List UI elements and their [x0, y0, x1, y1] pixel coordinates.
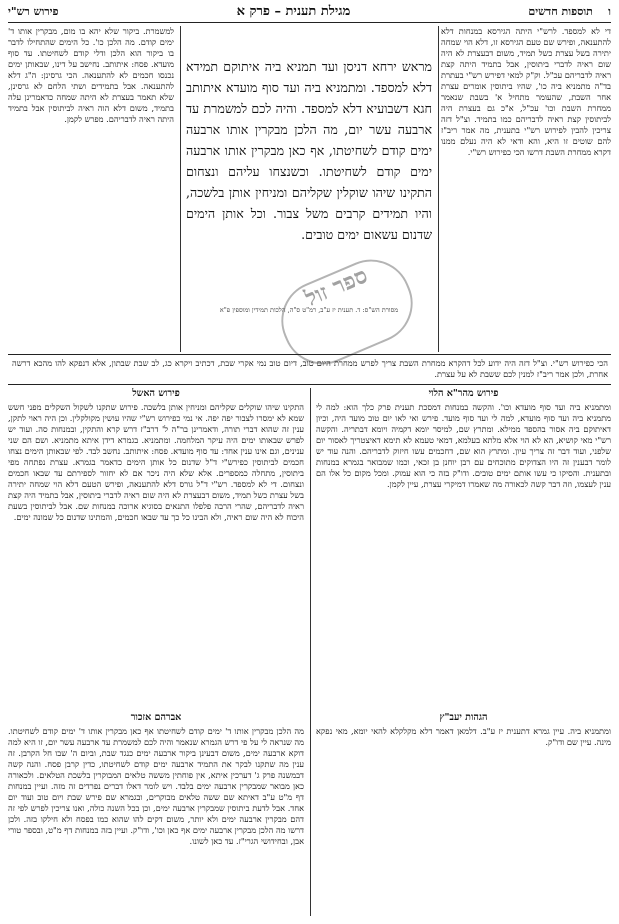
main-text: מראש ירחא דניסן ועד תמניא ביה איתוקם תמידא דלא למספד. ומתמניא ביה ועד סוף מועדא איתותב חגא דשבועיא דלא למספד. והיה לכם למשמרת עד ארבעה עשר יום, מה הלכן מבקרין אותו ארבעה ימים קודם לשחיטתו, אף כאן מבקרין אותו ארבעה ימים קודם לשחיטתו. וכשנצחו עליהם ונצחום התקינו שיהו שוקלין שקליהם ומניחין אותן בלשכה, והיו תמידים קרבים משל צבור. וכל אותן הימים שדנום עשאום ימים טובים.: [186, 59, 432, 242]
avraham-azkor-column: [8, 712, 304, 918]
tosafot-header-label: תוספות חדשים: [528, 4, 593, 18]
yaavetz-text: ומתמניא ביה. עיין גמרא דתענית יז ע"ב. דלמאן דאמר דלא מקלקלא להאי יומא, מאי נפקא מינה. עיין שם ודו"ק.: [316, 726, 611, 747]
mid-rule: [8, 354, 611, 355]
column-divider-right: [438, 26, 439, 352]
tosafot-text: די לא למספד. לרש"י היתה הגירסא במנחות דלא להתענאה, ופירש שם טעם הגירסא זו, דלא הוי שמחה יתירה בשל עצרת כשל תמיד, משום דבעצרת לא היה שום ראיה לדברי ביתוסין, אבל בתמיד היתה קצת ראיה לדבריהם עכ"ל. וק"ק למאי דפירש רש"י בעתרת בד"ה מתמניא ביה כו', שהיו ביתוסין אומרים עצרת אחר השבת, שהעומר מתחיל א' בשבת שנאמר ממחרת השבת וכו' עכ"ל, א"כ גם בעצרת היה לביתוסין קצת ראיה לדבריהם כמו בתמיד. וצ"ל דזה צריכין להבין לפירוש רש"י בתענית, מה אמר ריב"ז להם שוטים זו היא, והא ודאי לא היה נעלם ממנו דקרא ממחרת השבת דרשו הכי כפירוש רש"י.: [441, 26, 611, 157]
rashi-column: [8, 26, 174, 352]
page-number: ו: [608, 4, 611, 18]
continuation-paragraph: [12, 358, 608, 380]
yaavetz-title: הגהות יעב"ץ: [439, 712, 488, 723]
eshel-column: [8, 388, 304, 710]
page-header: [8, 2, 611, 20]
avraham-azkor-title: אברהם אזכור: [130, 712, 182, 723]
rashi-text: למשמרת. ביקור שלא יהא בו מום, מבקרין אותו ד' ימים קודם. מה הלכן כו'. כל הימים שהתחילו לדבר בו ביקור הוא הלכן ודלי קודם לשחיטתו. עד סוף מועדא. פסח: איתותב. נחישב על דינו, שבאותן ימים נכנסו חכמים לא להתענאה. הכי גרסינן: ה"ג דלא להתענאה. אבל בתמידים ושתי הלחם לא גרסינן, שלא תאמר בעצרת לא היתה שמחה כדאמרינן עלה בתמיד, משום דלא הוה ראיה לביתוסין אבל בתמיד היתה ראיה לדבריהם. מפרש לקמן.: [8, 26, 174, 124]
column-divider-left: [180, 26, 181, 352]
lower-column-divider: [310, 388, 311, 916]
page-title: מגילת תענית – פרק א: [236, 4, 351, 19]
header-right: [528, 5, 611, 18]
sources-note: מסורת הש"ס: ד. תענית יז ע"ב, רמ"ט ס"ה, הלכות תמידין ומוספין פ"א: [219, 306, 399, 314]
eshel-text: התקינו שיהו שוקלים שקליהם ומניחין אותן בלשכה. פירוש שתקנו לשקול השקלים מפני חשש שמא לא ימסרו לצבור יפה יפה. אי נמי כפירוש רש"י שהיו עושין מקולקלין. וכן היה ראוי לתקן, ענין זה שהוא דברי תורה, ודאמרינן בר"ה ל' דרב"ז דרש קרא והתקין, ובמנחות סה. ועוד יש לפרש שבאותו ימים היה עיקר המלחמה. ומתמניא. בגמרא דידן איתא מתמניא. ושם הם שני ענינים, וגם אינו ענין אחד: עד סוף מועדא. פסח: איתותב. נחשב לבד. לפי שבאותן הימים נצחו חכמים לביתוסין כפירש"י ד"ל שדנום כל אותן הימים כדאמר בגמרא. עצרת נפתחה מפי ביתוסין, מתחלה כמספרים. אלא שלא היה ניכר אם לא יחזור לספירתם עד שבאו חכמים ונצחום. די לא למספד. רש"י ד"ל גורס דלא להתענאה, ופירש הטעם דלא הוי שמחה יתירה בשל עצרת כשל תמיד, משום דבעצרת לא היה שום ראיה לדברי ביתוסין, אבל בתמיד היה קצת ראיה לדבריהם, שהרי הרבה פלפלו התנאים בסוגיא ארוכה במנחות שם. אבל לביתוסין בשעת היכוח לא היה שום ראיה, ולא הבינו כל כך עד שבאו חכמים, והמתינו שדנום כל שמונה ימים.: [8, 402, 304, 522]
maharsha-title: פירוש מהר"א הלוי: [428, 388, 499, 399]
avraham-azkor-text: מה הלכן מבקרין אותו ד' ימים קודם לשחיטתו אף כאן מבקרין אותו ד' ימים קודם לשחיטתו. מה שנראה לי על פי דרש הגמרא שנאמר והיה לכם למשמרת עד ארבעה עשר יום, זו היא למה דוקא ארבעה ימים, משום דבעינן ביקור ארבעה ימים כנגד שבת, וביום ה' שבו חל הקרבן. זה ענין מה שתקנו לבקר את התמיד ארבעה ימים קודם לשחיטתו, כדין קרבן פסח. והנה קשה דבמשנה פרק ג' דערכין איתא, אין פוחתין מששה טלאים המבוקרין בלשכת הטלאים. ולכאורה כאן מבואר שמבקרין ארבעה ימים בלבד. ויש לומר דאלו דברים נפרדים זה מזה. ועיין במנחות דף מ"ט ע"ב דאיתא שם ששה טלאים מבוקרים, ובגמרא שם פירש שבת ויום טוב ועוד יום אחד. אבל לדעת ביתוסין שמבקרין ארבעה ימים, וכן בכל השנה כולה, ואנו צריכין לפרש לפי זה דהם מבקרין ארבעה ימים ולא יותר, משום דקים להו שהוא כמו בפסח ולא חילקו בזה. ולכן דרשו מה הלכן מבקרין ארבעה ימים אף כאן וכו', ודו"ק. ועיין בזה במנחות דף מ"ט, ובספר טורי אבן, ובחידושי הגרי"ז. עד כאן לשונו.: [8, 726, 304, 846]
continuation-text: הכי כפירוש רש"י. וצ"ל דזה היה ידוע לכל דהקרא ממחרת השבת צריך לפרש ממחרת היום טוב, דיום טוב נמי אקרי שבת, דכתיב ויקרא כג, לב שבת שבתון, אלא דנפקא להו מהכא דרשה אחרת, ולכן אמר ריב"ז למנין לכם ששבת לא על עצרת.: [12, 358, 608, 379]
yaavetz-column: [316, 712, 611, 760]
tosafot-column: [441, 26, 611, 352]
main-text-block: [186, 56, 432, 302]
eshel-title: פירוש האשל: [132, 388, 180, 399]
header-rule: [8, 22, 611, 23]
maharsha-column: [316, 388, 611, 706]
commentary-rule: [8, 384, 611, 385]
rashi-header-label: פירוש רש"י: [8, 4, 59, 18]
stamp-text: ספר זול: [301, 262, 372, 312]
maharsha-text: ומתמניא ביה ועד סוף מועדא וכו'. והקשה במנחות דמסכת תענית פרק כלך הוא: למה לי מתמניא ביה ועד סוף מועדא, למה לי ועד סוף מועד. פירש ואי לאו יום טוב מועד היה, וכיון דאיתוקם ביה אסור בהספד ממילא. ומתרץ שם, למיסר יומא דקמיה ויומא דבתריה. והקשה רש"י מאי קושיא, הא לא הוי אלא מלתא בעלמא, דמאי טעמא לא תימא דאיצטריך לאסור יום שלפני, ועוד דבר זה צריך עיון. ומתרץ הוא שם, דחכמים עשו חיזוק לדבריהם. והנה עוד יש לומר דבענין זה היו הצדוקים מתוכחים עם רבן יוחנן בן זכאי, וכמו שמבואר בגמרא במנחות ובתענית. והסיקו כי עשו אותם ימים טובים. ודו"ק בזה כי הוא עמוק. ומכל מקום כל אלו הם ענין לעצמו, וזה דבר קשה לכאורה מה שאמרו דמיקרי עצרת, עיין לקמן.: [316, 402, 611, 489]
